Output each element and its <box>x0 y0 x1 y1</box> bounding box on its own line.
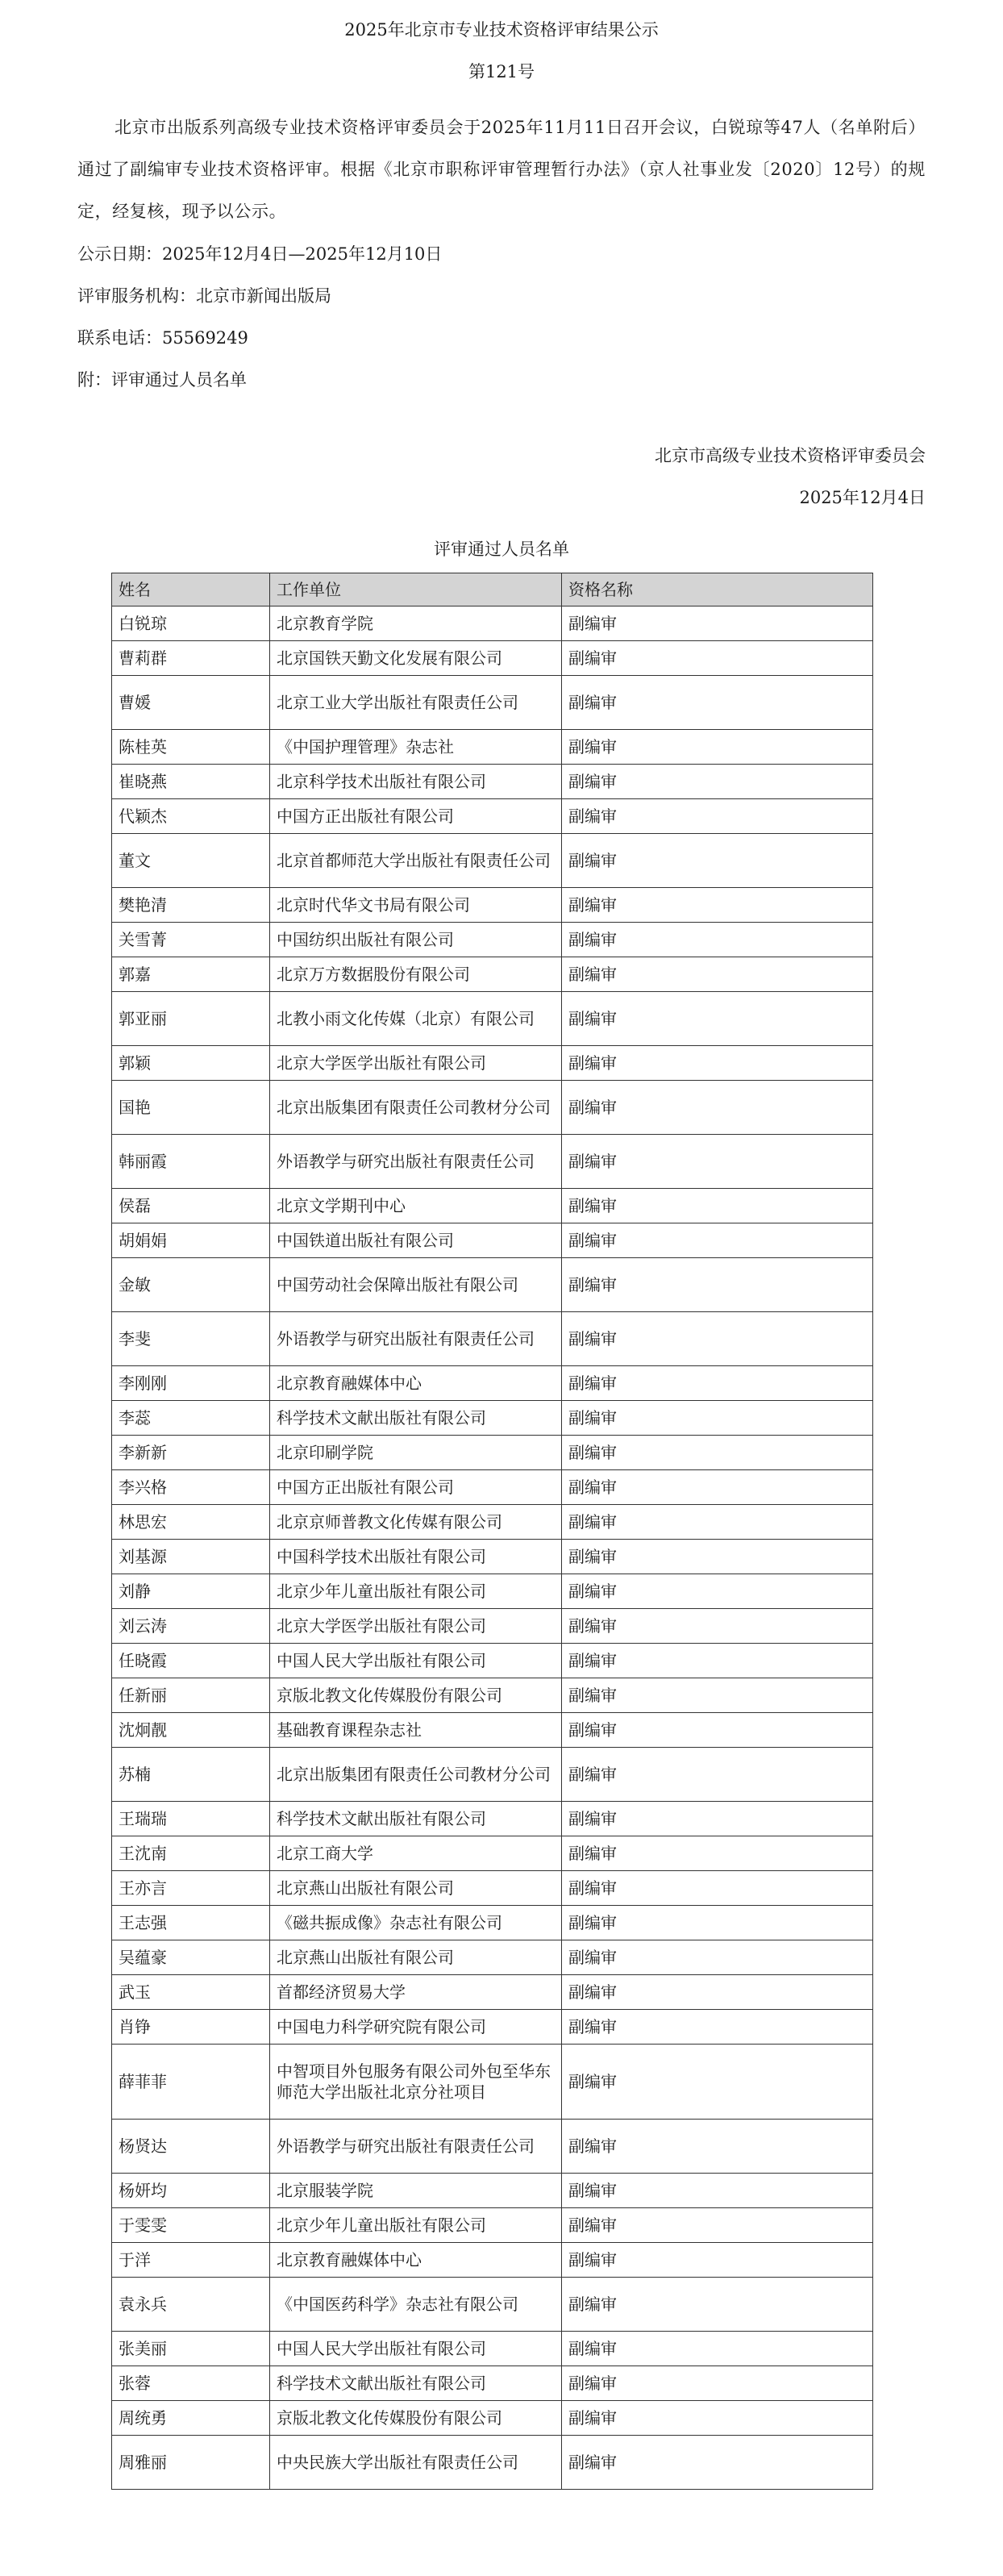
qualification: 副编审 <box>562 1081 873 1135</box>
person-name: 樊艳清 <box>112 888 270 923</box>
person-name: 崔晓燕 <box>112 765 270 799</box>
table-row <box>112 1574 873 1609</box>
qualification: 副编审 <box>562 2045 873 2120</box>
work-unit: 中国方正出版社有限公司 <box>270 799 562 834</box>
person-name: 刘基源 <box>112 1540 270 1574</box>
person-name: 王瑞瑞 <box>112 1802 270 1836</box>
table-row <box>112 1836 873 1871</box>
work-unit: 北京工商大学 <box>270 1836 562 1871</box>
table-row <box>112 2401 873 2436</box>
qualification: 副编审 <box>562 2120 873 2174</box>
person-name: 杨贤达 <box>112 2120 270 2174</box>
qualification: 副编审 <box>562 676 873 730</box>
qualification: 副编审 <box>562 1940 873 1975</box>
table-row <box>112 1802 873 1836</box>
qualification: 副编审 <box>562 2010 873 2045</box>
announcement-period: 公示日期：2025年12月4日—2025年12月10日 <box>77 244 443 264</box>
attachment-note: 附：评审通过人员名单 <box>77 370 247 390</box>
work-unit: 北京少年儿童出版社有限公司 <box>270 1574 562 1609</box>
table-row <box>112 1366 873 1401</box>
person-name: 曹媛 <box>112 676 270 730</box>
person-name: 于雯雯 <box>112 2208 270 2243</box>
person-name: 白锐琼 <box>112 606 270 641</box>
qualification: 副编审 <box>562 1366 873 1401</box>
work-unit: 北京京师普教文化传媒有限公司 <box>270 1505 562 1540</box>
table-row <box>112 2366 873 2401</box>
qualification: 副编审 <box>562 1906 873 1940</box>
work-unit: 《磁共振成像》杂志社有限公司 <box>270 1906 562 1940</box>
table-row <box>112 1906 873 1940</box>
person-name: 苏楠 <box>112 1748 270 1802</box>
document-title: 2025年北京市专业技术资格评审结果公示 <box>344 20 659 40</box>
person-name: 王亦言 <box>112 1871 270 1906</box>
qualification: 副编审 <box>562 957 873 992</box>
person-name: 任新丽 <box>112 1678 270 1713</box>
person-name: 刘静 <box>112 1574 270 1609</box>
table-row <box>112 1189 873 1223</box>
work-unit: 北京出版集团有限责任公司教材分公司 <box>270 1081 562 1135</box>
qualification: 副编审 <box>562 1678 873 1713</box>
work-unit: 北京少年儿童出版社有限公司 <box>270 2208 562 2243</box>
table-row <box>112 1678 873 1713</box>
qualification: 副编审 <box>562 1609 873 1644</box>
table-row <box>112 1081 873 1135</box>
table-row <box>112 1135 873 1189</box>
work-unit: 中国铁道出版社有限公司 <box>270 1223 562 1258</box>
work-unit: 北京科学技术出版社有限公司 <box>270 765 562 799</box>
roster-body <box>112 606 873 2490</box>
qualification: 副编审 <box>562 2243 873 2278</box>
work-unit: 中央民族大学出版社有限责任公司 <box>270 2436 562 2490</box>
person-name: 韩丽霞 <box>112 1135 270 1189</box>
work-unit: 北京国铁天勤文化发展有限公司 <box>270 641 562 676</box>
person-name: 周统勇 <box>112 2401 270 2436</box>
qualification: 副编审 <box>562 888 873 923</box>
qualification: 副编审 <box>562 730 873 765</box>
person-name: 武玉 <box>112 1975 270 2010</box>
work-unit: 京版北教文化传媒股份有限公司 <box>270 1678 562 1713</box>
qualification: 副编审 <box>562 923 873 957</box>
table-row <box>112 1258 873 1312</box>
signature-org: 北京市高级专业技术资格评审委员会 <box>655 446 926 465</box>
work-unit: 中国电力科学研究院有限公司 <box>270 2010 562 2045</box>
qualification: 副编审 <box>562 834 873 888</box>
qualification: 副编审 <box>562 1436 873 1470</box>
table-row <box>112 923 873 957</box>
work-unit: 科学技术文献出版社有限公司 <box>270 1401 562 1436</box>
table-row <box>112 2045 873 2120</box>
qualification: 副编审 <box>562 1258 873 1312</box>
person-name: 李兴格 <box>112 1470 270 1505</box>
work-unit: 中国纺织出版社有限公司 <box>270 923 562 957</box>
qualification: 副编审 <box>562 799 873 834</box>
table-row <box>112 2208 873 2243</box>
header-name: 姓名 <box>112 573 270 606</box>
list-title: 评审通过人员名单 <box>434 540 569 559</box>
table-row <box>112 2174 873 2208</box>
work-unit: 中国科学技术出版社有限公司 <box>270 1540 562 1574</box>
header-qualification: 资格名称 <box>562 573 873 606</box>
table-row <box>112 2278 873 2332</box>
table-row <box>112 1046 873 1081</box>
person-name: 袁永兵 <box>112 2278 270 2332</box>
work-unit: 北京首都师范大学出版社有限责任公司 <box>270 834 562 888</box>
table-row <box>112 606 873 641</box>
person-name: 于洋 <box>112 2243 270 2278</box>
person-name: 国艳 <box>112 1081 270 1135</box>
qualification: 副编审 <box>562 2332 873 2366</box>
work-unit: 北京印刷学院 <box>270 1436 562 1470</box>
work-unit: 《中国护理管理》杂志社 <box>270 730 562 765</box>
table-row <box>112 2436 873 2490</box>
qualification: 副编审 <box>562 1540 873 1574</box>
qualification: 副编审 <box>562 1312 873 1366</box>
qualification: 副编审 <box>562 1223 873 1258</box>
qualification: 副编审 <box>562 1871 873 1906</box>
work-unit: 北京教育融媒体中心 <box>270 1366 562 1401</box>
person-name: 肖铮 <box>112 2010 270 2045</box>
person-name: 董文 <box>112 834 270 888</box>
table-row <box>112 1540 873 1574</box>
qualification: 副编审 <box>562 1189 873 1223</box>
work-unit: 北京工业大学出版社有限责任公司 <box>270 676 562 730</box>
work-unit: 外语教学与研究出版社有限责任公司 <box>270 1135 562 1189</box>
person-name: 郭亚丽 <box>112 992 270 1046</box>
table-row <box>112 799 873 834</box>
work-unit: 北京大学医学出版社有限公司 <box>270 1046 562 1081</box>
work-unit: 北京燕山出版社有限公司 <box>270 1940 562 1975</box>
table-row <box>112 1470 873 1505</box>
signature-date: 2025年12月4日 <box>799 488 926 507</box>
work-unit: 首都经济贸易大学 <box>270 1975 562 2010</box>
work-unit: 中国劳动社会保障出版社有限公司 <box>270 1258 562 1312</box>
work-unit: 中国人民大学出版社有限公司 <box>270 2332 562 2366</box>
work-unit: 北京文学期刊中心 <box>270 1189 562 1223</box>
qualification: 副编审 <box>562 1644 873 1678</box>
qualification: 副编审 <box>562 1574 873 1609</box>
table-row <box>112 1975 873 2010</box>
work-unit: 北教小雨文化传媒（北京）有限公司 <box>270 992 562 1046</box>
qualification: 副编审 <box>562 641 873 676</box>
qualification: 副编审 <box>562 2174 873 2208</box>
person-name: 吴蕴豪 <box>112 1940 270 1975</box>
person-name: 李新新 <box>112 1436 270 1470</box>
person-name: 张美丽 <box>112 2332 270 2366</box>
work-unit: 中国人民大学出版社有限公司 <box>270 1644 562 1678</box>
qualification: 副编审 <box>562 1046 873 1081</box>
qualification: 副编审 <box>562 1802 873 1836</box>
work-unit: 科学技术文献出版社有限公司 <box>270 2366 562 2401</box>
qualification: 副编审 <box>562 2366 873 2401</box>
table-row <box>112 1644 873 1678</box>
person-name: 薛菲菲 <box>112 2045 270 2120</box>
person-name: 曹莉群 <box>112 641 270 676</box>
table-header-row <box>112 573 873 606</box>
table-row <box>112 2010 873 2045</box>
work-unit: 京版北教文化传媒股份有限公司 <box>270 2401 562 2436</box>
work-unit: 基础教育课程杂志社 <box>270 1713 562 1748</box>
work-unit: 外语教学与研究出版社有限责任公司 <box>270 2120 562 2174</box>
table-row <box>112 641 873 676</box>
qualification: 副编审 <box>562 2436 873 2490</box>
work-unit: 北京出版集团有限责任公司教材分公司 <box>270 1748 562 1802</box>
qualification: 副编审 <box>562 1135 873 1189</box>
table-row <box>112 1505 873 1540</box>
work-unit: 北京教育融媒体中心 <box>270 2243 562 2278</box>
person-name: 关雪菁 <box>112 923 270 957</box>
qualification: 副编审 <box>562 765 873 799</box>
person-name: 林思宏 <box>112 1505 270 1540</box>
table-row <box>112 2332 873 2366</box>
work-unit: 中智项目外包服务有限公司外包至华东师范大学出版社北京分社项目 <box>270 2045 562 2120</box>
table-row <box>112 2120 873 2174</box>
person-name: 金敏 <box>112 1258 270 1312</box>
work-unit: 北京教育学院 <box>270 606 562 641</box>
header-organization: 工作单位 <box>270 573 562 606</box>
table-row <box>112 2243 873 2278</box>
service-agency: 评审服务机构：北京市新闻出版局 <box>77 286 331 306</box>
work-unit: 北京时代华文书局有限公司 <box>270 888 562 923</box>
person-name: 王志强 <box>112 1906 270 1940</box>
person-name: 郭颖 <box>112 1046 270 1081</box>
qualification: 副编审 <box>562 1748 873 1802</box>
person-name: 杨妍均 <box>112 2174 270 2208</box>
work-unit: 北京服装学院 <box>270 2174 562 2208</box>
person-name: 沈炯靓 <box>112 1713 270 1748</box>
table-row <box>112 1940 873 1975</box>
person-name: 李刚刚 <box>112 1366 270 1401</box>
person-name: 李蕊 <box>112 1401 270 1436</box>
table-row <box>112 1713 873 1748</box>
person-name: 郭嘉 <box>112 957 270 992</box>
roster-table <box>111 573 873 2490</box>
document-number: 第121号 <box>468 62 535 81</box>
table-row <box>112 888 873 923</box>
person-name: 胡娟娟 <box>112 1223 270 1258</box>
work-unit: 北京大学医学出版社有限公司 <box>270 1609 562 1644</box>
work-unit: 科学技术文献出版社有限公司 <box>270 1802 562 1836</box>
qualification: 副编审 <box>562 1401 873 1436</box>
qualification: 副编审 <box>562 1713 873 1748</box>
table-row <box>112 957 873 992</box>
work-unit: 北京燕山出版社有限公司 <box>270 1871 562 1906</box>
person-name: 张蓉 <box>112 2366 270 2401</box>
qualification: 副编审 <box>562 2401 873 2436</box>
qualification: 副编审 <box>562 992 873 1046</box>
person-name: 周雅丽 <box>112 2436 270 2490</box>
work-unit: 《中国医药科学》杂志社有限公司 <box>270 2278 562 2332</box>
intro-paragraph: 北京市出版系列高级专业技术资格评审委员会于2025年11月11日召开会议，白锐琼等47人（名单附后）通过了副编审专业技术资格评审。根据《北京市职称评审管理暂行办法》（京人社事业发〔2020〕12号）的规定，经复核，现予以公示。 <box>77 118 926 221</box>
table-row <box>112 1436 873 1470</box>
person-name: 任晓霞 <box>112 1644 270 1678</box>
qualification: 副编审 <box>562 1975 873 2010</box>
work-unit: 外语教学与研究出版社有限责任公司 <box>270 1312 562 1366</box>
person-name: 代颖杰 <box>112 799 270 834</box>
person-name: 王沈南 <box>112 1836 270 1871</box>
table-row <box>112 676 873 730</box>
table-row <box>112 1871 873 1906</box>
table-row <box>112 730 873 765</box>
person-name: 陈桂英 <box>112 730 270 765</box>
qualification: 副编审 <box>562 606 873 641</box>
qualification: 副编审 <box>562 1505 873 1540</box>
table-row <box>112 1748 873 1802</box>
table-row <box>112 765 873 799</box>
table-row <box>112 1223 873 1258</box>
table-row <box>112 1401 873 1436</box>
table-row <box>112 1609 873 1644</box>
work-unit: 北京万方数据股份有限公司 <box>270 957 562 992</box>
table-row <box>112 834 873 888</box>
work-unit: 中国方正出版社有限公司 <box>270 1470 562 1505</box>
person-name: 刘云涛 <box>112 1609 270 1644</box>
qualification: 副编审 <box>562 1836 873 1871</box>
table-row <box>112 992 873 1046</box>
person-name: 侯磊 <box>112 1189 270 1223</box>
person-name: 李斐 <box>112 1312 270 1366</box>
qualification: 副编审 <box>562 2208 873 2243</box>
qualification: 副编审 <box>562 1470 873 1505</box>
qualification: 副编审 <box>562 2278 873 2332</box>
contact-phone: 联系电话：55569249 <box>77 328 248 348</box>
table-row <box>112 1312 873 1366</box>
